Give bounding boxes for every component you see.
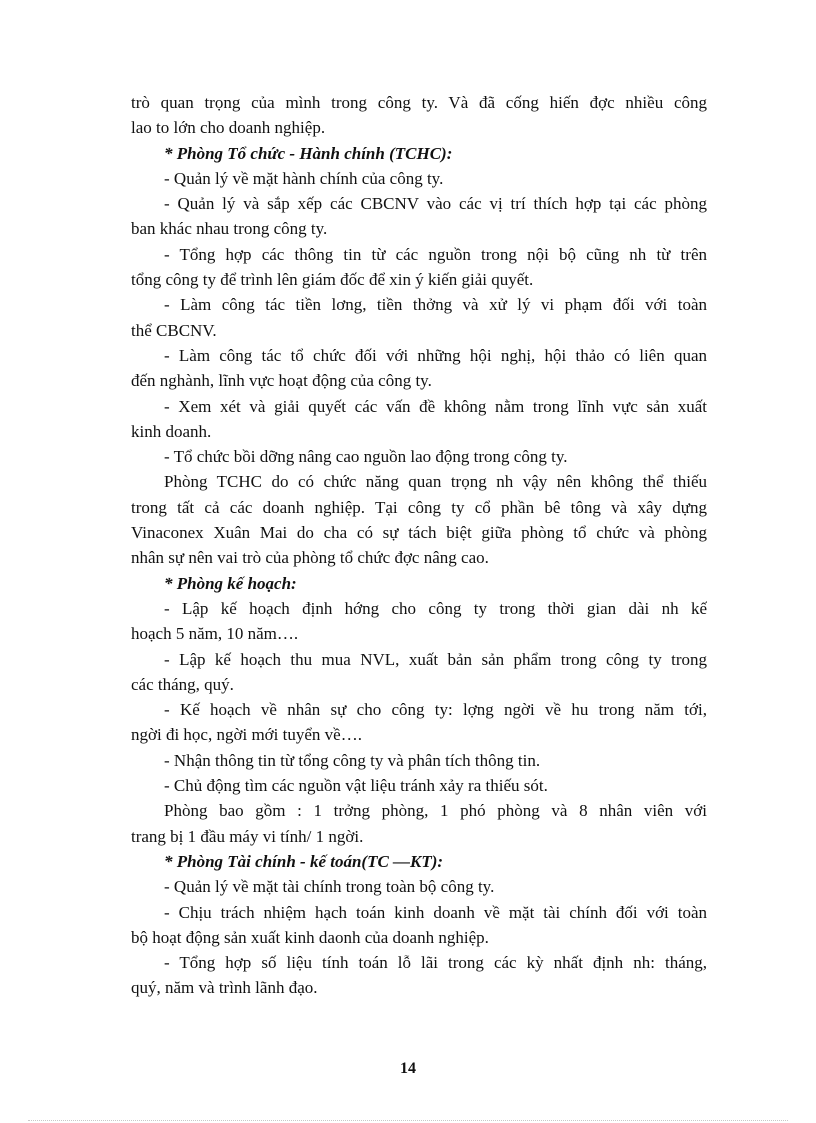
list-item: - Quản lý và sắp xếp các CBCNV vào các vị trí thích hợp tại các phòng [164, 194, 707, 214]
list-item: - Tổng hợp số liệu tính toán lỗ lãi trong các kỳ nhất định nh: tháng, [164, 953, 707, 973]
list-item: - Quản lý về mặt tài chính trong toàn bộ công ty. [164, 877, 495, 897]
paragraph-line: tổng công ty để trình lên giám đốc để xin ý kiến giải quyết. [131, 270, 534, 290]
list-item: - Tổng hợp các thông tin từ các nguồn trong nội bộ cũng nh từ trên [164, 244, 707, 264]
paragraph-line: trong tất cả các doanh nghiệp. Tại công ty cổ phần bê tông và xây dựng [131, 497, 707, 517]
paragraph-line: kinh doanh. [131, 421, 212, 441]
list-item: - Nhận thông tin từ tổng công ty và phân tích thông tin. [164, 750, 541, 770]
list-item: - Quản lý về mặt hành chính của công ty. [164, 168, 444, 188]
paragraph-line: ngời đi học, ngời mới tuyển về…. [131, 725, 362, 745]
paragraph-line: trò quan trọng của mình trong công ty. Và đã cống hiến đợc nhiều công [131, 93, 707, 112]
paragraph-line: các tháng, quý. [131, 674, 234, 694]
list-item: - Chịu trách nhiệm hạch toán kinh doanh về mặt tài chính đối với toàn [164, 902, 707, 922]
footer-divider [28, 1120, 788, 1121]
list-item: - Kế hoạch về nhân sự cho công ty: lợng ngời về hu trong năm tới, [164, 700, 707, 720]
paragraph-line: lao to lớn cho doanh nghiệp. [131, 118, 326, 138]
paragraph-line: Phòng bao gồm : 1 trởng phòng, 1 phó phòng và 8 nhân viên với [164, 801, 707, 821]
paragraph-line: thể CBCNV. [131, 320, 217, 340]
section-heading: * Phòng kế hoạch: [164, 573, 297, 593]
list-item: - Lập kế hoạch định hớng cho công ty trong thời gian dài nh kế [164, 598, 707, 618]
page-number: 14 [400, 1060, 416, 1077]
paragraph-line: Phòng TCHC do có chức năng quan trọng nh vậy nên không thể thiếu [164, 472, 707, 492]
paragraph-line: quý, năm và trình lãnh đạo. [131, 978, 318, 998]
list-item: - Chủ động tìm các nguồn vật liệu tránh xảy ra thiếu sót. [164, 776, 548, 796]
paragraph-line: bộ hoạt động sản xuất kinh daonh của doanh nghiệp. [131, 927, 489, 947]
list-item: - Làm công tác tổ chức đối với những hội nghị, hội thảo có liên quan [164, 345, 707, 365]
list-item: - Xem xét và giải quyết các vấn đề không nằm trong lĩnh vực sản xuất [164, 396, 707, 416]
paragraph-line: nhân sự nên vai trò của phòng tổ chức đợc nâng cao. [131, 548, 489, 568]
paragraph-line: hoạch 5 năm, 10 năm…. [131, 624, 299, 644]
section-heading: * Phòng Tổ chức - Hành chính (TCHC): [164, 143, 453, 163]
paragraph-line: đến nghành, lĩnh vực hoạt động của công ty. [131, 371, 432, 391]
paragraph-line: Vinaconex Xuân Mai do cha có sự tách biệt giữa phòng tổ chức và phòng [131, 523, 707, 543]
list-item: - Làm công tác tiền lơng, tiền thởng và xử lý vi phạm đối với toàn [164, 295, 707, 315]
paragraph-line: ban khác nhau trong công ty. [131, 219, 328, 239]
document-body [131, 90, 707, 1001]
list-item: - Lập kế hoạch thu mua NVL, xuất bản sản phẩm trong công ty trong [164, 649, 707, 669]
list-item: - Tổ chức bồi dỡng nâng cao nguồn lao động trong công ty. [164, 447, 568, 467]
section-heading: * Phòng Tài chính - kế toán(TC —KT): [164, 851, 444, 871]
paragraph-line: trang bị 1 đầu máy vi tính/ 1 ngời. [131, 826, 364, 846]
